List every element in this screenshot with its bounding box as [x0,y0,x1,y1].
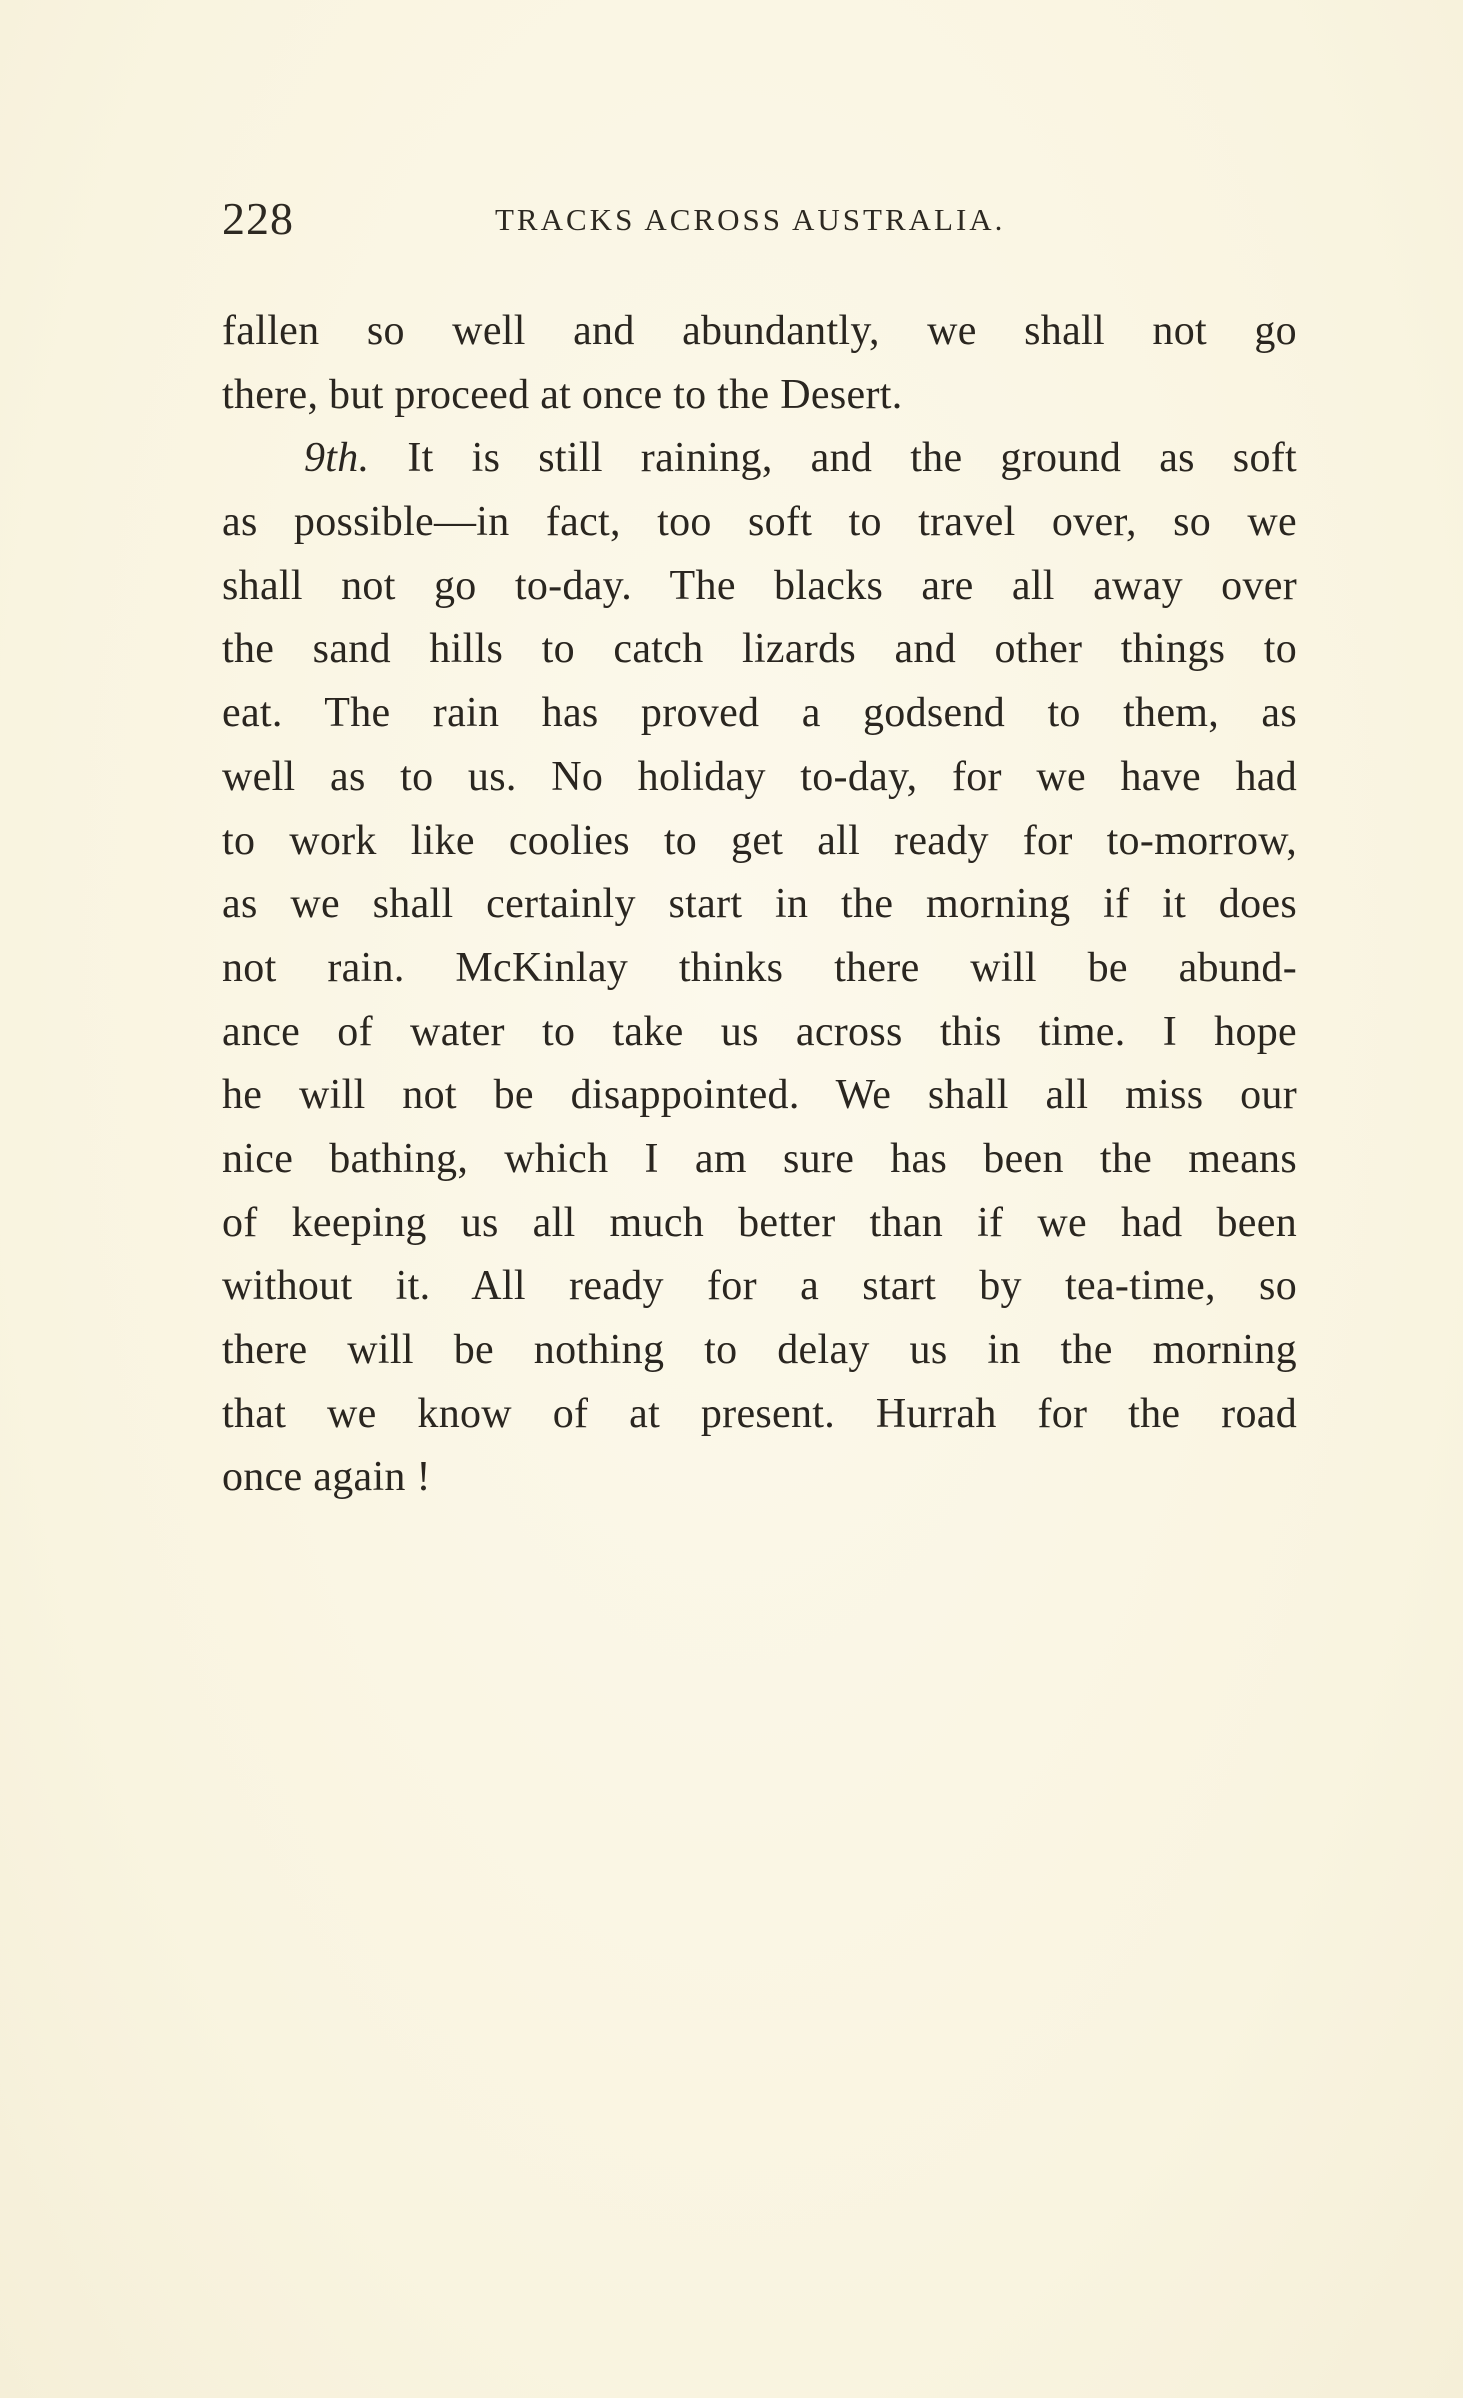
text-line: fallen so well and abundantly, we shall not go [222,308,1297,354]
text-line-content: It is still raining, and the ground as soft [407,435,1297,482]
text-line: to work like coolies to get all ready for to-morrow, [222,817,1297,864]
running-title: TRACKS ACROSS AUSTRALIA. [495,202,1006,237]
running-head [222,192,1297,252]
text-line: that we know of at present. Hurrah for the road [222,1390,1297,1437]
text-line: shall not go to-day. The blacks are all away over [222,562,1297,609]
text-line: ance of water to take us across this time. I hope [222,1008,1297,1055]
text-line: eat. The rain has proved a godsend to them, as [222,690,1297,737]
text-line: not rain. McKinlay thinks there will be abund- [222,944,1297,991]
text-line: nice bathing, which I am sure has been the means [222,1135,1297,1182]
body-text [222,300,1297,1510]
text-line: there, but proceed at once to the Desert. [222,371,903,418]
text-line: as possible—in fact, too soft to travel over, so we [222,499,1297,546]
date-marker: 9th. [304,435,370,482]
text-line: he will not be disappointed. We shall all miss our [222,1072,1297,1119]
text-line: without it. All ready for a start by tea-time, so [222,1263,1297,1310]
text-line: well as to us. No holiday to-day, for we have had [222,753,1297,800]
text-line: of keeping us all much better than if we had been [222,1199,1297,1246]
text-line [222,427,1297,491]
text-line: there will be nothing to delay us in the morning [222,1327,1297,1373]
text-line: as we shall certainly start in the morning if it does [222,881,1297,928]
text-line: once again ! [222,1454,431,1501]
page-number: 228 [222,193,294,244]
text-line: the sand hills to catch lizards and other things to [222,626,1297,673]
